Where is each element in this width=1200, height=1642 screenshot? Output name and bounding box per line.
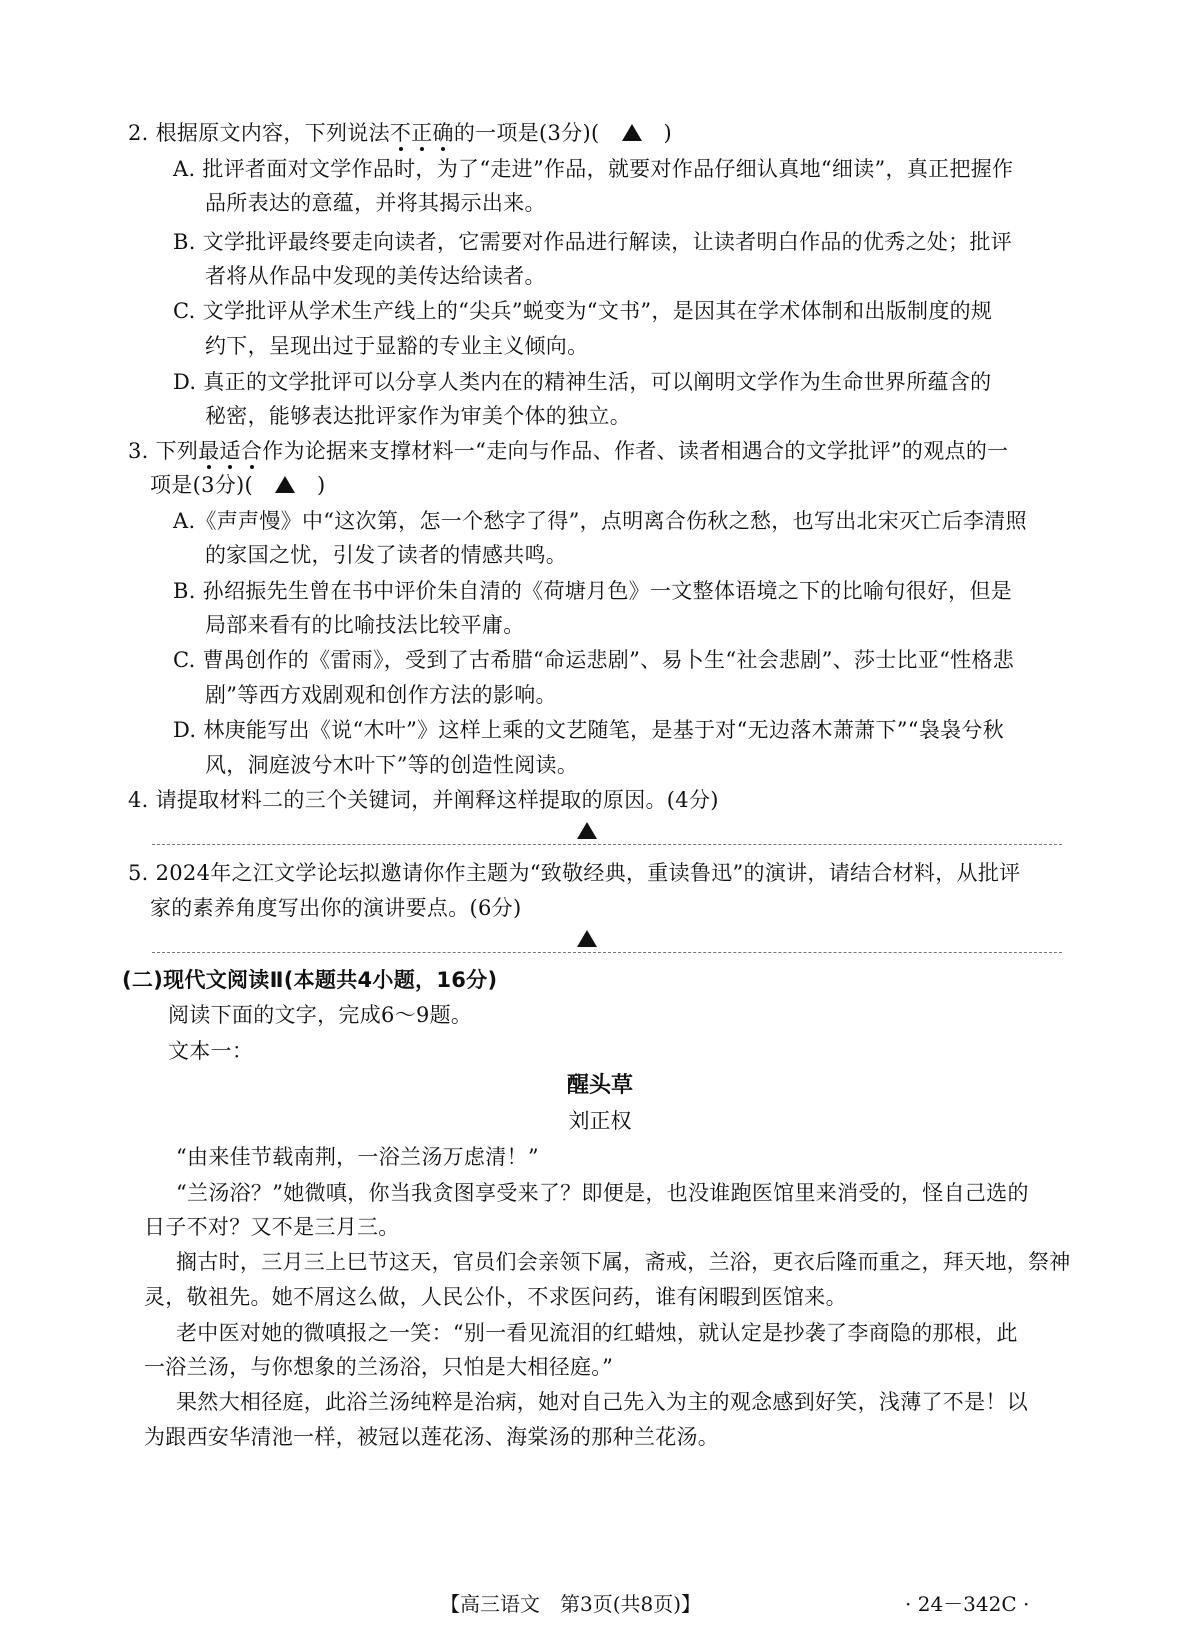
story-paragraph-5-line1: 果然大相径庭，此浴兰汤纯粹是治病，她对自己先入为主的观念感到好笑，浅薄了不是！以	[176, 1390, 1028, 1414]
answer-line	[152, 844, 1062, 845]
text-label: 文本一：	[168, 1039, 254, 1063]
emphasis-char: 适	[219, 439, 241, 463]
emphasis-char: 不	[389, 121, 412, 145]
emphasis-char: 正	[411, 121, 433, 145]
q3-option-b-line2: 局部来看有的比喻技法比较平庸。	[205, 613, 525, 637]
story-author: 刘正权	[568, 1109, 632, 1133]
q2-option-a-line2: 品所表达的意蕴，并将其揭示出来。	[205, 191, 546, 215]
q3-option-a-line2: 的家国之忧，引发了读者的情感共鸣。	[205, 543, 568, 567]
story-paragraph-3-line2: 灵，敬祖先。她不屑这么做，人民公仆，不求医问药，谁有闲暇到医馆来。	[144, 1285, 847, 1309]
q2-option-b-line1: B. 文学批评最终要走向读者，它需要对作品进行解读，让读者明白作品的优秀之处；批评	[173, 230, 1013, 254]
q3-option-a-line1: A.《声声慢》中“这次第，怎一个愁字了得”，点明离合伤秋之愁，也写出北宋灭亡后李清照	[173, 509, 1027, 533]
story-paragraph-3-line1: 搁古时，三月三上巳节这天，官员们会亲领下属，斋戒，兰浴，更衣后隆而重之，拜天地，祭神	[176, 1250, 1071, 1274]
answer-triangle-icon	[622, 124, 642, 141]
story-paragraph-4-line1: 老中医对她的微嗔报之一笑：“别一看见流泪的红蜡烛，就认定是抄袭了李商隐的那根，此	[176, 1321, 1018, 1345]
answer-triangle-icon	[577, 930, 597, 947]
q3-stem-line1	[128, 436, 1008, 466]
footer-code: · 24－342C ·	[905, 1592, 1030, 1616]
q2-option-c-line2: 约下，呈现出过于显豁的专业主义倾向。	[205, 334, 589, 358]
reading-instruction: 阅读下面的文字，完成6～9题。	[168, 1003, 473, 1027]
q5-stem-line2: 家的素养角度写出你的演讲要点。(6分)	[150, 896, 522, 920]
q2-stem	[128, 118, 672, 148]
q3-stem-line2	[150, 470, 326, 500]
q2-stem-b: 的一项是(3分)(	[453, 121, 600, 145]
q3-option-c-line2: 剧”等西方戏剧观和创作方法的影响。	[205, 683, 557, 707]
emphasis-char: 合	[240, 439, 263, 463]
q3-option-d-line1: D. 林庚能写出《说“木叶”》这样上乘的文艺随笔，是基于对“无边落木萧萧下”“袅袅兮秋	[173, 718, 1005, 742]
section-heading: (二)现代文阅读Ⅱ(本题共4小题，16分)	[122, 968, 498, 992]
q3-stem-emphasis	[198, 439, 262, 463]
answer-triangle-icon	[275, 476, 295, 493]
q2-stem-end: )	[663, 121, 672, 145]
story-paragraph-1: “由来佳节载南荆，一浴兰汤万虑清！”	[176, 1145, 539, 1169]
answer-line	[152, 952, 1062, 953]
q2-option-d-line1: D. 真正的文学批评可以分享人类内在的精神生活，可以阐明文学作为生命世界所蕴含的	[173, 370, 992, 394]
story-paragraph-4-line2: 一浴兰汤，与你想象的兰汤浴，只怕是大相径庭。”	[144, 1355, 614, 1379]
q2-option-c-line1: C. 文学批评从学术生产线上的“尖兵”蜕变为“文书”，是因其在学术体制和出版制度的规	[173, 299, 993, 323]
footer-page-info: 【高三语文 第3页(共8页)】	[440, 1592, 702, 1616]
q2-option-d-line2: 秘密，能够表达批评家作为审美个体的独立。	[205, 404, 631, 428]
q3-option-d-line2: 风，洞庭波兮木叶下”等的创造性阅读。	[205, 753, 579, 777]
answer-triangle-icon	[577, 822, 597, 839]
q3-stem-b: 作为论据来支撑材料一“走向与作品、作者、读者相遇合的文学批评”的观点的一	[262, 439, 1009, 463]
q2-stem-a: 2. 根据原文内容，下列说法	[128, 121, 390, 145]
q3-option-b-line1: B. 孙绍振先生曾在书中评价朱自清的《荷塘月色》一文整体语境之下的比喻句很好，但是	[173, 579, 1013, 603]
emphasis-char: 最	[198, 439, 220, 463]
story-paragraph-2-line1: “兰汤浴？”她微嗔，你当我贪图享受来了？即便是，也没谁跑医馆里来消受的，怪自己选的	[176, 1181, 1029, 1205]
story-title: 醒头草	[566, 1073, 633, 1098]
story-paragraph-5-line2: 为跟西安华清池一样，被冠以莲花汤、海棠汤的那种兰花汤。	[144, 1425, 720, 1449]
q3-stem-a: 3. 下列	[128, 439, 199, 463]
q2-stem-emphasis	[390, 121, 454, 145]
q2-option-a-line1: A. 批评者面对文学作品时，为了“走进”作品，就要对作品仔细认真地“细读”，真正把握作	[173, 157, 1014, 181]
story-paragraph-2-line2: 日子不对？又不是三月三。	[144, 1215, 400, 1239]
q5-stem-line1: 5. 2024年之江文学论坛拟邀请你作主题为“致敬经典，重读鲁迅”的演讲，请结合材料，从批评	[128, 861, 1021, 885]
q4-stem: 4. 请提取材料二的三个关键词，并阐释这样提取的原因。(4分)	[128, 788, 719, 812]
emphasis-char: 确	[432, 121, 454, 145]
q2-option-b-line2: 者将从作品中发现的美传达给读者。	[205, 264, 546, 288]
q3-stem2-end: )	[317, 473, 326, 497]
q3-stem2: 项是(3分)(	[150, 473, 254, 497]
q3-option-c-line1: C. 曹禺创作的《雷雨》，受到了古希腊“命运悲剧”、易卜生“社会悲剧”、莎士比亚“性格悲	[173, 648, 1015, 672]
